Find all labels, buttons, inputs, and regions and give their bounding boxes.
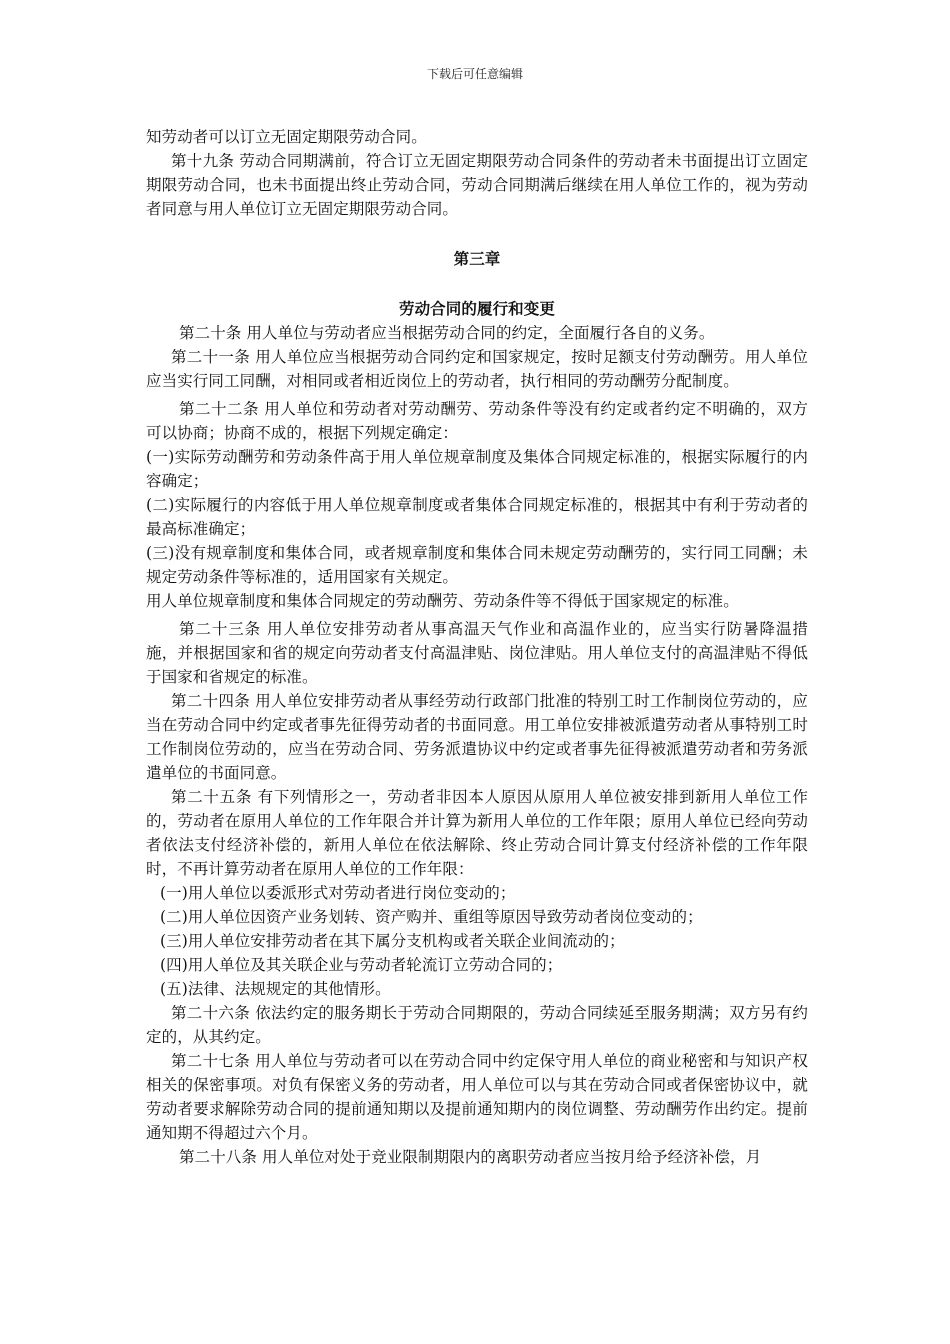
list-item-article-22-3: (三)没有规章制度和集体合同，或者规章制度和集体合同未规定劳动酬劳的，实行同工同酬；未规定劳动条件等标准的，适用国家有关规定。	[146, 544, 808, 586]
paragraph-article-25: 第二十五条 有下列情形之一，劳动者非因本人原因从原用人单位被安排到新用人单位工作的，劳动者在原用人单位的工作年限合并计算为新用人单位的工作年限；原用人单位已经向劳动者依法支付经济补偿的，新用人单位在依法解除、终止劳动合同计算支付经济补偿的工作年限时，不再计算劳动者在原用人单位的工作年限：	[146, 788, 808, 878]
chapter-title: 劳动合同的履行和变更	[398, 299, 555, 318]
list-item-article-22-2: (二)实际履行的内容低于用人单位规章制度或者集体合同规定标准的，根据其中有利于劳动者的最高标准确定；	[146, 496, 808, 538]
paragraph-article-18-continued: 知劳动者可以订立无固定期限劳动合同。	[146, 128, 427, 146]
list-item-article-25-1: (一)用人单位以委派形式对劳动者进行岗位变动的；	[160, 884, 516, 902]
paragraph-article-19: 第十九条 劳动合同期满前，符合订立无固定期限劳动合同条件的劳动者未书面提出订立固定期限劳动合同，也未书面提出终止劳动合同，劳动合同期满后继续在用人单位工作的，视为劳动者同意与用人单位订立无固定期限劳动合同。	[146, 152, 808, 218]
list-item-article-22-1: (一)实际劳动酬劳和劳动条件高于用人单位规章制度及集体合同规定标准的，根据实际履行的内容确定；	[146, 448, 808, 490]
paragraph-article-21: 第二十一条 用人单位应当根据劳动合同约定和国家规定，按时足额支付劳动酬劳。用人单位应当实行同工同酬，对相同或者相近岗位上的劳动者，执行相同的劳动酬劳分配制度。	[146, 348, 808, 390]
paragraph-article-28: 第二十八条 用人单位对处于竞业限制期限内的离职劳动者应当按月给予经济补偿，月	[179, 1148, 762, 1166]
paragraph-article-26: 第二十六条 依法约定的服务期长于劳动合同期限的，劳动合同续延至服务期满；双方另有约定的，从其约定。	[146, 1004, 808, 1046]
paragraph-article-22-tail: 用人单位规章制度和集体合同规定的劳动酬劳、劳动条件等不得低于国家规定的标准。	[146, 592, 739, 610]
paragraph-article-24: 第二十四条 用人单位安排劳动者从事经劳动行政部门批准的特别工时工作制岗位劳动的，应当在劳动合同中约定或者事先征得劳动者的书面同意。用工单位安排被派遣劳动者从事特别工时工作制岗位劳动的，应当在劳动合同、劳务派遣协议中约定或者事先征得被派遣劳动者和劳务派遣单位的书面同意。	[146, 692, 808, 782]
chapter-number: 第三章	[453, 249, 501, 268]
document-body	[146, 125, 808, 1169]
paragraph-article-27: 第二十七条 用人单位与劳动者可以在劳动合同中约定保守用人单位的商业秘密和与知识产权相关的保密事项。对负有保密义务的劳动者，用人单位可以与其在劳动合同或者保密协议中，就劳动者要求解除劳动合同的提前通知期以及提前通知期内的岗位调整、劳动酬劳作出约定。提前通知期不得超过六个月。	[146, 1052, 808, 1142]
paragraph-article-20: 第二十条 用人单位与劳动者应当根据劳动合同的约定，全面履行各自的义务。	[179, 324, 715, 342]
page-header: 下载后可任意编辑	[426, 67, 523, 81]
list-item-article-25-5: (五)法律、法规规定的其他情形。	[160, 980, 391, 998]
list-item-article-25-4: (四)用人单位及其关联企业与劳动者轮流订立劳动合同的；	[160, 956, 563, 974]
list-item-article-25-3: (三)用人单位安排劳动者在其下属分支机构或者关联企业间流动的；	[160, 932, 625, 950]
paragraph-article-22: 第二十二条 用人单位和劳动者对劳动酬劳、劳动条件等没有约定或者约定不明确的，双方可以协商；协商不成的，根据下列规定确定：	[146, 400, 808, 442]
paragraph-article-23: 第二十三条 用人单位安排劳动者从事高温天气作业和高温作业的，应当实行防暑降温措施，并根据国家和省的规定向劳动者支付高温津贴、岗位津贴。用人单位支付的高温津贴不得低于国家和省规定的标准。	[146, 620, 808, 686]
list-item-article-25-2: (二)用人单位因资产业务划转、资产购并、重组等原因导致劳动者岗位变动的；	[160, 908, 703, 926]
